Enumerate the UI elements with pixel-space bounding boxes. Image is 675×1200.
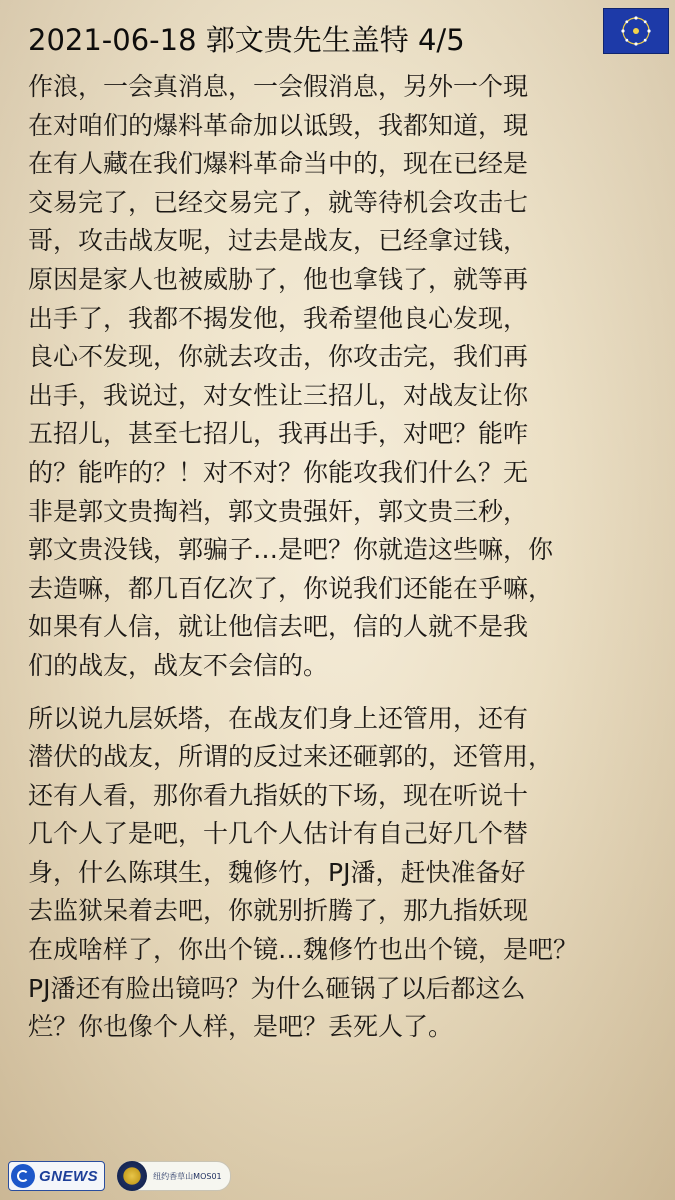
text-line: 非是郭文贵掏裆，郭文贵强奸，郭文贵三秒， [28,496,529,526]
text-line: 五招儿，甚至七招儿，我再出手，对吧？能咋 [28,419,529,449]
text-line: 烂？你也像个人样，是吧？丢死人了。 [28,1012,454,1042]
text-line: 潜伏的战友，所谓的反过来还砸郭的，还管用， [28,742,554,772]
article-body [28,68,652,1047]
text-line: 们的战友，战友不会信的。 [28,650,329,680]
text-line: 出手，我说过，对女性让三招儿，对战友让你 [28,380,529,410]
text-line: 在对咱们的爆料革命加以诋毁，我都知道，現 [28,110,529,140]
text-line: 哥，攻击战友呢，过去是战友，已经拿过钱， [28,226,529,256]
mos-label: 纽约香草山MOS01 [153,1171,222,1181]
text-line: 原因是家人也被威胁了，他也拿钱了，就等再 [28,264,529,294]
text-line: PJ潘还有脸出镜吗？为什么砸锅了以后都这么 [28,973,526,1003]
page-title: 2021-06-18 郭文贵先生盖特 4/5 [28,22,465,57]
gnews-logo-icon [11,1164,35,1188]
text-line: 在成啥样了，你出个镜…魏修竹也出个镜，是吧？ [28,935,579,965]
text-line: 几个人了是吧，十几个人估计有自己好几个替 [28,819,529,849]
gnews-logo [8,1161,105,1191]
text-line: 作浪，一会真消息，一会假消息，另外一个現 [28,72,529,101]
paragraph-2 [28,700,652,1047]
text-line: 郭文贵没钱，郭骗子…是吧？你就造这些嘛，你 [28,535,554,565]
himalaya-federal-flag-icon [603,8,669,54]
mos-logo [117,1161,230,1191]
text-line: 身，什么陈琪生，魏修竹，PJ潘，赶快准备好 [28,857,526,887]
text-line: 去造嘛，都几百亿次了，你说我们还能在乎嘛， [28,573,554,603]
paragraph-1 [28,68,652,686]
text-line: 如果有人信，就让他信去吧，信的人就不是我 [28,612,529,642]
mos-farm-logo-icon [117,1161,147,1191]
text-line: 还有人看，那你看九指妖的下场，现在听说十 [28,780,529,810]
text-line: 在有人藏在我们爆料革命当中的，现在已经是 [28,149,529,179]
text-line: 出手了，我都不揭发他，我希望他良心发现， [28,303,529,333]
text-line: 去监狱呆着去吧，你就别折腾了，那九指妖现 [28,896,529,926]
gnews-label: GNEWS [39,1167,99,1185]
text-line: 的？能咋的？！对不对？你能攻我们什么？无 [28,457,529,487]
footer [8,1156,231,1196]
text-line: 交易完了，已经交易完了，就等待机会攻击七 [28,187,529,217]
text-line: 所以说九层妖塔，在战友们身上还管用，还有 [28,703,529,733]
header [28,14,575,66]
text-line: 良心不发现，你就去攻击，你攻击完，我们再 [28,342,529,372]
